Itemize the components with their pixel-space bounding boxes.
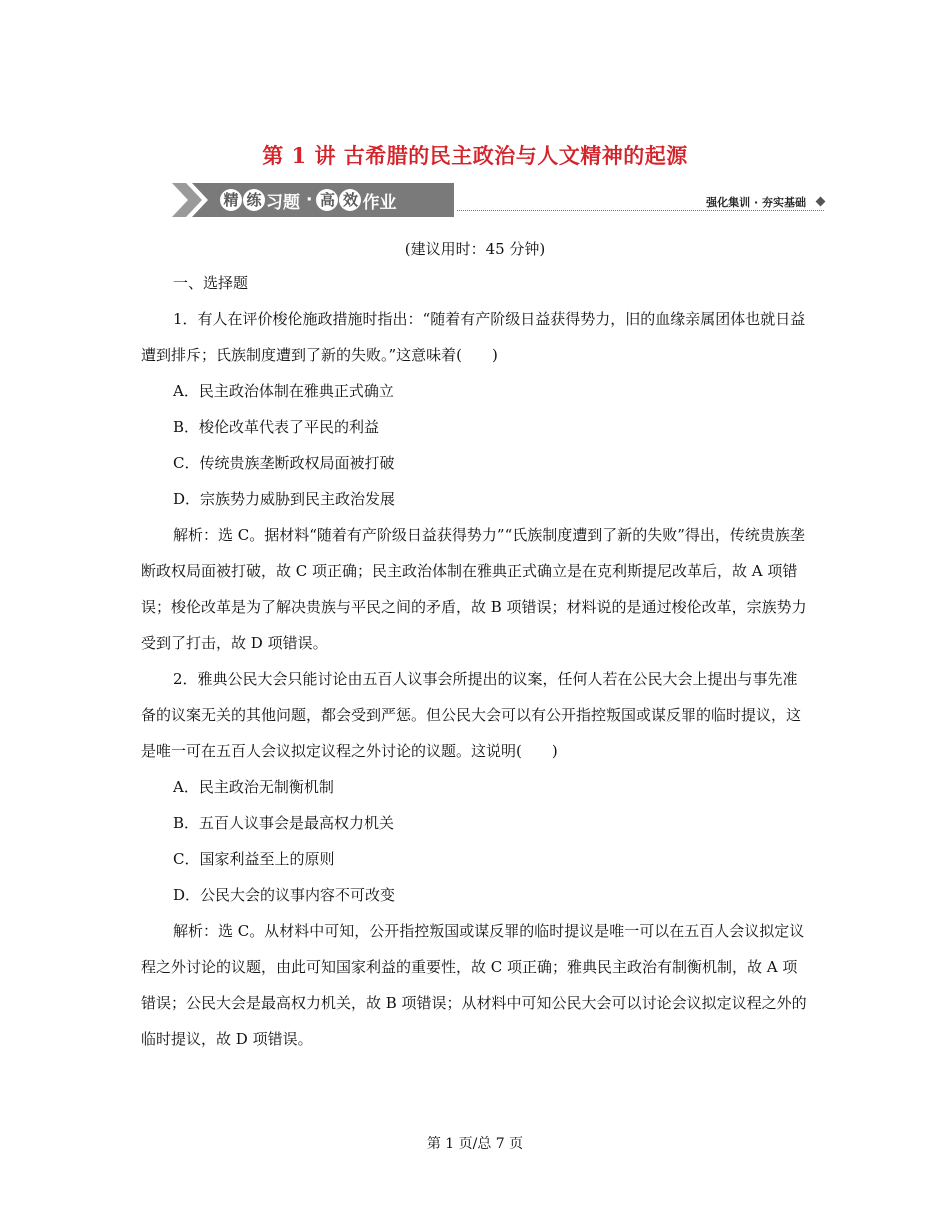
section-title: 一、选择题	[173, 274, 249, 292]
question-1-option-b: B．梭伦改革代表了平民的利益	[173, 418, 380, 436]
question-2-option-a: A．民主政治无制衡机制	[173, 778, 334, 796]
banner-char-xiao: 效	[339, 189, 361, 211]
banner-text-xiti: 习题	[266, 192, 300, 213]
banner-char-gao: 高	[316, 189, 338, 211]
question-1-option-c: C．传统贵族垄断政权局面被打破	[173, 454, 395, 472]
question-1-option-a: A．民主政治体制在雅典正式确立	[173, 382, 394, 400]
banner-char-jing: 精	[220, 189, 242, 211]
question-1-analysis: 解析：选 C。据材料“随着有产阶级日益获得势力”“氏族制度遭到了新的失败”得出，传统贵族垄断政权局面被打破，故 C 项正确；民主政治体制在雅典正式确立是在克利斯提尼改革后，故 A 项错误；梭伦改革是为了解决贵族与平民之间的矛盾，故 B 项错误；材料说的是通过梭伦改革，宗族势力受到了打击，故 D 项错误。	[141, 526, 807, 652]
banner-right-text: 强化集训 · 夯实基础	[706, 196, 806, 209]
banner-dotted-line	[457, 210, 824, 211]
banner-dot: ·	[306, 190, 313, 210]
page-footer: 第 1 页/总 7 页	[426, 1136, 524, 1152]
question-2-option-c: C．国家利益至上的原则	[173, 850, 335, 868]
diamond-icon	[816, 197, 826, 207]
section-banner	[172, 183, 828, 217]
page-title: 第 1 讲 古希腊的民主政治与人文精神的起源	[262, 143, 688, 168]
question-content	[141, 265, 811, 1057]
question-2-analysis: 解析：选 C。从材料中可知，公开指控叛国或谋反罪的临时提议是唯一可以在五百人会议拟定议程之外讨论的议题，由此可知国家利益的重要性，故 C 项正确；雅典民主政治有制衡机制，故 A 项错误；公民大会是最高权力机关，故 B 项错误；从材料中可知公民大会可以讨论会议拟定议程之外的临时提议，故 D 项错误。	[141, 922, 807, 1048]
question-2-stem: 2．雅典公民大会只能讨论由五百人议事会所提出的议案，任何人若在公民大会上提出与事先准备的议案无关的其他问题，都会受到严惩。但公民大会可以有公开指控叛国或谋反罪的临时提议，这是唯一可在五百人会议拟定议程之外讨论的议题。这说明( )	[141, 670, 802, 760]
banner-text-zuoye: 作业	[362, 192, 397, 213]
question-2-option-d: D．公民大会的议事内容不可改变	[173, 886, 396, 904]
banner-title	[220, 188, 398, 212]
question-2-option-b: B．五百人议事会是最高权力机关	[173, 814, 395, 832]
time-suggestion: (建议用时：45 分钟)	[404, 240, 546, 258]
banner-char-lian: 练	[243, 189, 265, 211]
question-1-stem: 1．有人在评价梭伦施政措施时指出：“随着有产阶级日益获得势力，旧的血缘亲属团体也就日益遭到排斥；氏族制度遭到了新的失败。”这意味着( )	[141, 310, 806, 364]
question-1-option-d: D．宗族势力威胁到民主政治发展	[173, 490, 396, 508]
